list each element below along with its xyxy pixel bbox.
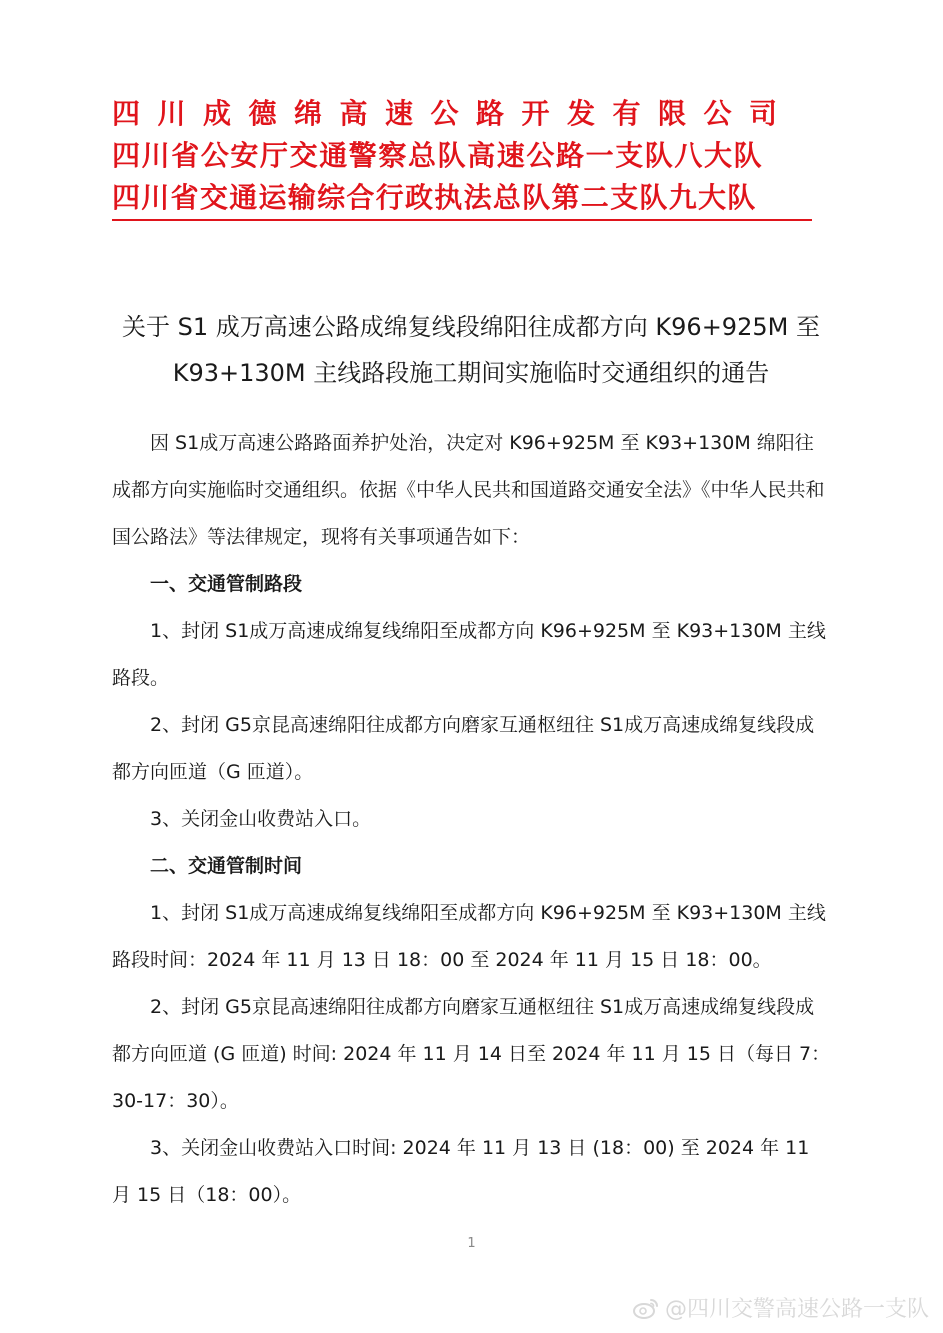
notice-body [112,420,832,1219]
section-heading-road-segment: 一、交通管制路段 [150,573,303,595]
section1-item-2: 2、封闭 G5京昆高速绵阳往成都方向磨家互通枢纽往 S1成万高速成绵复线段成都方向匝道（G 匝道）。 [112,714,815,783]
section-heading-control-time: 二、交通管制时间 [150,855,303,877]
notice-title-line-2: K93+130M 主线路段施工期间实施临时交通组织的通告 [172,359,770,387]
weibo-icon [633,1297,659,1319]
section2-item-2: 2、封闭 G5京昆高速绵阳往成都方向磨家互通枢纽往 S1成万高速成绵复线段成都方向匝道 (G 匝道) 时间: 2024 年 11 月 14 日至 2024 年 11 月 15 日（每日 7：30-17：30）。 [112,996,831,1112]
section2-item-1: 1、封闭 S1成万高速成绵复线绵阳至成都方向 K96+925M 至 K93+130M 主线路段时间：2024 年 11 月 13 日 18：00 至 2024 年 11 月 15 日 18：00。 [112,902,826,971]
weibo-watermark [633,1292,929,1323]
notice-title [112,304,830,396]
header-enforcement-unit: 四川省交通运输综合行政执法总队第二支队九大队 [112,181,757,214]
document-header [112,96,818,222]
header-company-name: 四川成德绵高速公路开发有限公司 [112,97,795,130]
intro-paragraph: 因 S1成万高速公路路面养护处治，决定对 K96+925M 至 K93+130M 绵阳往成都方向实施临时交通组织。依据《中华人民共和国道路交通安全法》《中华人民共和国公路法》等法律规定，现将有关事项通告如下： [112,432,825,548]
page-number: 1 [467,1236,476,1251]
section2-item-3: 3、关闭金山收费站入口时间: 2024 年 11 月 13 日 (18：00) 至 2024 年 11 月 15 日（18：00）。 [112,1137,810,1206]
watermark-text: @四川交警高速公路一支队 [664,1297,929,1322]
header-police-unit: 四川省公安厅交通警察总队高速公路一支队八大队 [112,139,764,172]
section1-item-3: 3、关闭金山收费站入口。 [150,808,372,830]
header-underline [112,219,812,221]
notice-title-line-1: 关于 S1 成万高速公路成绵复线段绵阳往成都方向 K96+925M 至 [122,313,820,341]
section1-item-1: 1、封闭 S1成万高速成绵复线绵阳至成都方向 K96+925M 至 K93+130M 主线路段。 [112,620,826,689]
